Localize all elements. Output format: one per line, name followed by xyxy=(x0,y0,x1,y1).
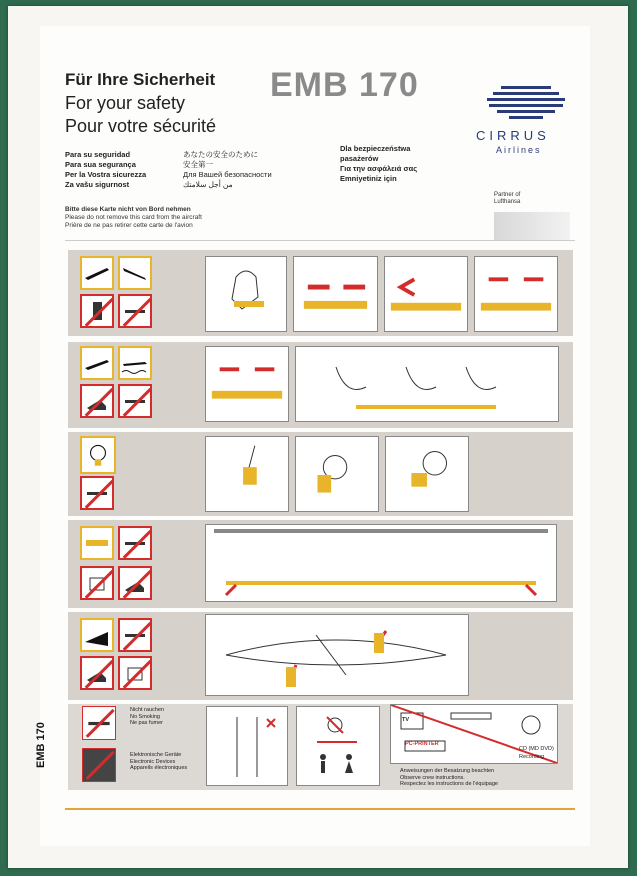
plane-water-icon xyxy=(118,346,152,380)
brand-subtitle: Airlines xyxy=(496,145,542,155)
crew-fr: Respectez les instructions de l'équipage xyxy=(400,781,498,787)
partner-of: Partner of xyxy=(494,192,521,198)
electronics-de: Elektronische Geräte xyxy=(130,752,182,758)
notice-fr: Prière de ne pas retirer cette carte de l'avion xyxy=(65,222,193,229)
no-smoking-icon xyxy=(118,526,152,560)
step-lavatory-symbols xyxy=(296,706,380,786)
language-list-2 xyxy=(183,150,272,190)
no-smoking-de: Nicht rauchen xyxy=(130,707,164,713)
crew-de: Anweisungen der Besatzung beachten xyxy=(400,768,495,774)
slide-icon xyxy=(80,618,114,652)
no-luggage-icon xyxy=(118,656,152,690)
lang-it: Per la Vostra sicurezza xyxy=(65,170,147,179)
notice-de: Bitte diese Karte nicht von Bord nehmen xyxy=(65,206,191,213)
step-belt-low-tight xyxy=(205,346,289,422)
no-smoking-icon xyxy=(82,706,116,740)
footer-rule xyxy=(65,808,575,810)
lang-zh: 安全第一 xyxy=(183,160,213,169)
lang-tr: Emniyetiniz için xyxy=(340,174,397,183)
lang-pl-1: Dla bezpieczeństwa xyxy=(340,144,411,153)
pc-printer-label: PC-PRINTER xyxy=(405,741,439,747)
crew-en: Observe crew instructions. xyxy=(400,774,465,781)
no-smoking-text xyxy=(130,707,164,727)
step-aircraft-exits xyxy=(205,614,469,696)
step-help-child-mask xyxy=(385,436,469,512)
plane-takeoff-icon xyxy=(80,346,114,380)
do-not-remove-notice xyxy=(65,206,202,230)
plane-takeoff-icon xyxy=(80,256,114,290)
lang-ar: من أجل سلامتك xyxy=(183,180,233,189)
no-luggage-icon xyxy=(80,566,114,600)
no-smoking-fr: Ne pas fumer xyxy=(130,720,164,726)
step-brace-positions xyxy=(295,346,559,422)
step-place-mask xyxy=(295,436,379,512)
no-high-heels-icon xyxy=(80,656,114,690)
no-smoking-icon xyxy=(118,618,152,652)
partner-label xyxy=(494,192,520,206)
lang-es: Para su seguridad xyxy=(65,150,131,159)
aircraft-model: EMB 170 xyxy=(270,66,419,104)
partner-name: Lufthansa xyxy=(494,199,521,205)
no-electronics-icon xyxy=(82,748,116,782)
notice-en: Please do not remove this card from the aircraft xyxy=(65,214,202,221)
crew-instructions-text xyxy=(400,768,498,788)
step-insert-buckle xyxy=(293,256,378,332)
lang-el: Για την ασφάλειά σας xyxy=(340,164,418,173)
title-english: For your safety xyxy=(65,93,186,113)
lang-hr: Za vašu sigurnost xyxy=(65,180,130,189)
no-smoking-en: No Smoking xyxy=(130,713,160,720)
no-smoking-icon xyxy=(118,294,152,328)
recording-label: Recording xyxy=(519,754,545,760)
tv-label: TV xyxy=(402,717,410,723)
oxygen-mask-icon xyxy=(80,436,116,474)
electronics-text xyxy=(130,752,187,772)
title-german: Für Ihre Sicherheit xyxy=(65,70,216,89)
lang-pt: Para sua segurança xyxy=(65,160,136,169)
step-lavatory-no-smoking xyxy=(206,706,288,786)
step-tighten-belt xyxy=(384,256,468,332)
language-list-1 xyxy=(65,150,146,190)
electronics-fr: Appareils électroniques xyxy=(130,765,188,771)
lang-ru: Для Вашей безопасности xyxy=(183,170,272,179)
language-list-3 xyxy=(340,144,417,184)
no-smoking-icon xyxy=(80,476,114,510)
life-raft-icon xyxy=(80,526,114,560)
brand-name: CIRRUS xyxy=(476,128,550,143)
electronics-en: Electronic Devices xyxy=(130,758,176,765)
partner-gradient-bar xyxy=(494,212,570,240)
no-smoking-icon xyxy=(118,384,152,418)
no-high-heels-icon xyxy=(118,566,152,600)
lang-ja: あなたの安全のために xyxy=(183,150,258,159)
side-model-label: EMB 170 xyxy=(35,722,47,768)
step-floor-lights-exit xyxy=(205,524,557,602)
no-phone-icon xyxy=(80,294,114,328)
step-pull-mask xyxy=(205,436,289,512)
title-french: Pour votre sécurité xyxy=(65,116,217,136)
step-release-buckle xyxy=(474,256,558,332)
lang-pl-2: pasażerów xyxy=(340,154,379,163)
plane-landing-icon xyxy=(118,256,152,290)
separator xyxy=(65,240,575,241)
no-high-heels-icon xyxy=(80,384,114,418)
cd-label: CD (MD DVD) xyxy=(519,746,554,752)
step-fasten-belt-seated xyxy=(205,256,287,332)
